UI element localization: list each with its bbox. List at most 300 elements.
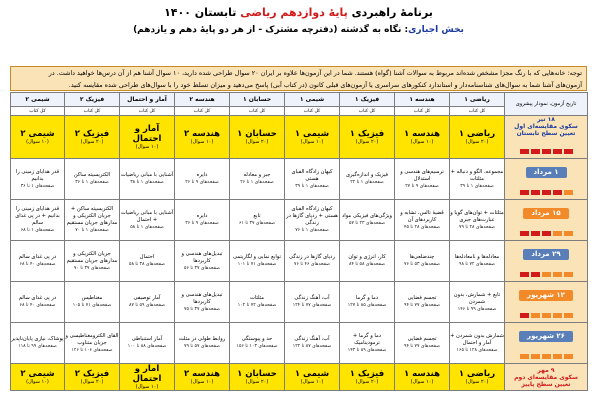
exam-date-label: ۲۹ مرداد	[523, 249, 568, 260]
progress-chip	[531, 190, 540, 195]
subject-name: فیزیک ۱	[349, 129, 385, 139]
progress-chip	[531, 272, 540, 277]
topic-title: تابع	[253, 213, 261, 219]
topic-cell	[65, 159, 120, 200]
question-count: (۲۰ سوال)	[465, 139, 489, 145]
column-header-label: آمار و احتمال	[127, 96, 167, 103]
progress-chip	[520, 313, 529, 318]
topic-pages: صفحه‌های ۱ تا ۷۰	[75, 228, 109, 233]
topic-cell	[230, 241, 285, 282]
progress-chip	[542, 149, 551, 154]
topic-cell	[65, 323, 120, 364]
progress-chips	[505, 262, 587, 281]
topic-pages: صفحه‌های ۱ تا ۳۸	[130, 180, 164, 185]
progress-chip	[564, 149, 573, 154]
subject-name: شیمی ۱	[294, 129, 330, 139]
subject-cell	[285, 116, 340, 159]
subject-name: هندسه ۱	[404, 129, 440, 139]
schedule-table	[10, 92, 588, 391]
column-subheader-label: کل کتاب	[29, 108, 46, 114]
topic-cell	[175, 282, 230, 323]
topic-title: آمار توصیفی	[133, 295, 161, 301]
progress-chip	[564, 272, 573, 277]
topic-pages: صفحه‌های ۱ تا ۳۶	[20, 183, 55, 189]
topic-pages: صفحه‌های ۵۳ تا ۷۶	[403, 262, 440, 267]
topic-cell	[120, 159, 175, 200]
column-subheader-label: کل کتاب	[413, 108, 431, 114]
topic-title: تبدیل‌های هندسی و کاربردها	[181, 250, 223, 264]
schedule-row	[11, 282, 588, 323]
topic-cell	[450, 159, 505, 200]
question-count: (۲۰ سوال)	[80, 379, 104, 385]
progress-chip	[531, 313, 540, 318]
subject-cell	[65, 116, 120, 159]
topic-cell	[340, 282, 395, 323]
subject-name: ریاضی ۱	[458, 129, 496, 139]
question-count: (۲۰ سوال)	[245, 379, 269, 385]
column-header	[340, 93, 395, 107]
topic-cell	[450, 241, 505, 282]
exam-date-label: ۱۵ مرداد	[523, 208, 568, 219]
topic-cell	[450, 200, 505, 241]
note-line-1: توجه: خانه‌هایی که با رنگ مجزا مشخص شده‌اند مربوط به سوالات آشنا (گواه) هستند. شما در این آزمون‌ها علاوه بر ایران ۲۰ سوال طراحی شده دارید، ۱۰ سوال آشنا هم از آن درس‌ها خواهید داشت. در	[48, 69, 582, 77]
topic-pages: صفحه‌های ۴۰ تا ۶۸	[19, 262, 56, 267]
column-subheader	[395, 107, 450, 116]
topic-cell	[120, 323, 175, 364]
column-subheader-label: کل کتاب	[138, 108, 156, 114]
topic-pages: صفحه‌های ۹ تا ۳۶	[185, 221, 219, 226]
topic-cell	[285, 282, 340, 323]
last-exam-date-stage: سکوی مقایسه‌ای دوم	[514, 373, 578, 381]
subject-name: شیمی ۱	[294, 369, 330, 379]
question-count: (۲۰ سوال)	[355, 139, 379, 145]
topic-pages: صفحه‌های ۳۸ تا ۵۸	[128, 262, 165, 267]
topic-pages: صفحه‌های ۴۰ تا ۶۸	[19, 303, 56, 308]
topic-title: تجسم فضایی	[407, 295, 437, 301]
column-header-label: شیمی ۲	[25, 96, 50, 103]
subject-name: هندسه ۲	[184, 369, 220, 379]
column-header-label: هندسه ۲	[189, 96, 215, 103]
topic-cell	[65, 200, 120, 241]
topic-title: جبر و معادله	[243, 172, 271, 178]
subject-cell	[340, 116, 395, 159]
exam-date-label: ۱۲ شهریور	[519, 290, 573, 301]
question-count: (۱۰ سوال)	[190, 139, 214, 145]
topic-cell	[11, 282, 65, 323]
topic-pages: صفحه‌های ۵۷ تا ۷۹	[183, 344, 220, 349]
question-count: (۲۰ سوال)	[80, 139, 104, 145]
question-count: (۲۰ سوال)	[355, 379, 379, 385]
date-column-header-label: تاریخ آزمون، نمودار پیشروی	[515, 100, 577, 107]
topic-cell	[175, 200, 230, 241]
topic-title: شمارش بدون شمردن + آمار و احتمال	[450, 332, 504, 346]
schedule-row	[11, 241, 588, 282]
topic-pages: صفحه‌های ۱ تا ۳۹	[460, 183, 494, 189]
schedule-row	[11, 323, 588, 364]
progress-chip	[531, 231, 540, 236]
column-header-label: فیزیک ۲	[79, 96, 105, 103]
topic-pages: صفحه‌های ۸۷ تا ۱۲۲	[292, 344, 332, 349]
subject-cell	[120, 116, 175, 159]
header-row	[11, 93, 588, 107]
topic-cell	[285, 159, 340, 200]
exam-date-label: ۲۶ شهریور	[519, 331, 573, 342]
topic-cell	[395, 323, 450, 364]
topic-title: کیهان زادگاه الفبای هستی	[291, 168, 333, 182]
section-subtitle	[0, 24, 597, 36]
schedule-row	[11, 159, 588, 200]
topic-cell	[395, 159, 450, 200]
question-count: (۱۰ سوال)	[300, 139, 324, 145]
column-subheader	[65, 107, 120, 116]
column-subheader	[285, 107, 340, 116]
progress-chip	[520, 149, 529, 154]
topic-cell	[395, 282, 450, 323]
topic-pages: صفحه‌های ۱ تا ۵۸	[130, 224, 164, 230]
column-subheader	[11, 107, 65, 116]
progress-chips	[505, 344, 587, 363]
question-count: (۱۰ سوال)	[26, 139, 49, 145]
header-sub-row	[11, 107, 588, 116]
question-count: (۱۰ سوال)	[190, 379, 214, 385]
column-subheader	[450, 107, 505, 116]
subject-cell	[395, 116, 450, 159]
column-header	[450, 93, 505, 107]
column-subheader-label: کل کتاب	[83, 108, 101, 114]
topic-pages: صفحه‌های ۱۰۶ تا ۱۲۶	[71, 347, 113, 353]
topic-pages: صفحه‌های ۱۲۸ تا ۱۶۵	[456, 347, 498, 353]
topic-title: روابط طولی در مثلث	[178, 336, 226, 342]
topic-pages: صفحه‌های ۱ تا ۳۹	[295, 183, 329, 189]
first-exam-date-level: تعیین سطح تابستان	[516, 130, 576, 137]
page-title	[0, 6, 597, 20]
topic-cell	[120, 200, 175, 241]
subject-name: ریاضی ۱	[458, 369, 496, 379]
column-subheader-label: کل کتاب	[303, 108, 321, 114]
column-header	[11, 93, 65, 107]
subject-cell	[285, 364, 340, 391]
column-header-label: هندسه ۱	[409, 96, 435, 103]
column-subheader	[175, 107, 230, 116]
progress-chip	[542, 190, 551, 195]
subject-name: شیمی ۲	[20, 129, 55, 139]
column-subheader-label: کل کتاب	[193, 108, 211, 114]
exam-date-cell[interactable]	[505, 200, 588, 241]
subject-name: فیزیک ۲	[74, 369, 110, 379]
topic-cell	[11, 159, 65, 200]
subject-name: فیزیک ۲	[74, 129, 110, 139]
subject-cell	[175, 364, 230, 391]
topic-pages: صفحه‌های ۳۷ تا ۵۶	[183, 265, 220, 271]
progress-chip	[553, 190, 562, 195]
topic-cell	[65, 282, 120, 323]
topic-title: پوشاک، نیازی پایان‌ناپذیر	[11, 336, 64, 342]
topic-pages: صفحه‌های ۳۷ تا ۷۵	[183, 306, 220, 312]
topic-cell	[65, 241, 120, 282]
topic-cell	[340, 200, 395, 241]
progress-chip	[520, 231, 529, 236]
topic-title: کیهان زادگاه الفبای هستی + ردپای گازها در زندگی	[286, 206, 338, 226]
first-exam-date-date: ۱۸ تیر	[537, 116, 555, 123]
column-header-label: فیزیک ۱	[354, 96, 380, 103]
progress-chip	[520, 272, 529, 277]
topic-pages: صفحه‌های ۵۸ تا ۸۴	[348, 262, 385, 267]
progress-chip	[564, 313, 573, 318]
subject-name: فیزیک ۱	[349, 369, 385, 379]
progress-chips	[505, 180, 587, 199]
topic-title: الکتریسیته ساکن + جریان الکتریکی و مدارهای جریان مستقیم	[66, 206, 118, 226]
subject-cell	[395, 364, 450, 391]
note-line-2: آزمون‌های آشنا شما به سوال‌های شناسنامه‌دار و استاندارد کنکورهای سراسری یا آزمون‌های قبلی کانون (در کتاب آبی) پاسخ می‌دهید و میزان تسلط خود را با سوال‌های طراحی شده مقایسه کنید.	[68, 81, 582, 89]
topic-cell	[340, 241, 395, 282]
column-header-label: حسابان ۱	[242, 96, 272, 103]
topic-pages: صفحه‌های ۷۷ تا ۱۲۴	[292, 303, 332, 308]
topic-pages: صفحه‌های ۵۹ تا ۸۷	[128, 303, 165, 308]
topic-pages: صفحه‌های ۳۷ تا ۶۱	[238, 221, 275, 226]
topic-pages: صفحه‌های ۸۵ تا ۱۲۷	[347, 303, 387, 308]
topic-title: قدر هدایای زمینی را بدانیم + در پی غذای سالم	[15, 206, 60, 226]
topic-title: الکتریسیته ساکن	[73, 172, 111, 178]
subtitle-label: بخش اجباری	[408, 25, 464, 35]
topic-cell	[395, 241, 450, 282]
question-count: (۱۰ سوال)	[410, 379, 434, 385]
progress-chip	[542, 313, 551, 318]
progress-chip	[542, 272, 551, 277]
column-header-label: ریاضی ۱	[464, 96, 490, 103]
column-header	[230, 93, 285, 107]
topic-pages: صفحه‌های ۱ تا ۲۲	[350, 180, 384, 185]
topic-title: ردپای گازها در زندگی	[289, 254, 335, 260]
topic-title: دایره	[196, 213, 208, 219]
topic-cell	[285, 241, 340, 282]
exam-date-cell[interactable]	[505, 323, 588, 364]
progress-chip	[553, 272, 562, 277]
topic-pages: صفحه‌های ۷۱ تا ۱۰۱	[237, 262, 277, 267]
topic-title: چندضلعی‌ها	[409, 254, 435, 260]
topic-title: مثلثات + توان‌های گویا و عبارت‌های جبری	[450, 209, 504, 223]
column-subheader-label: کل کتاب	[358, 108, 376, 114]
subject-cell	[450, 364, 505, 391]
progress-chip	[553, 313, 562, 318]
topic-title: آشنایی با مبانی ریاضیات	[120, 172, 174, 178]
subject-cell	[11, 116, 65, 159]
topic-title: آشنایی با مبانی ریاضیات + احتمال	[120, 209, 174, 223]
topic-cell	[395, 200, 450, 241]
topic-pages: صفحه‌های ۴۶ تا ۷۶	[293, 262, 330, 267]
column-header	[175, 93, 230, 107]
topic-cell	[285, 200, 340, 241]
title-part-2: پایهٔ دوازدهم ریاضی	[240, 6, 348, 19]
topic-pages: صفحه‌های ۹ تا ۲۷	[405, 183, 439, 189]
progress-chip	[553, 149, 562, 154]
topic-title: در پی غذای سالم	[18, 254, 57, 260]
subject-cell	[65, 364, 120, 391]
topic-title: کار، انرژی و توان	[348, 254, 386, 260]
topic-pages: صفحه‌های ۲۸ تا ۷۹	[458, 224, 495, 230]
column-subheader-label: کل کتاب	[248, 108, 266, 114]
topic-title: ویژگی‌های فیزیکی مواد	[341, 213, 393, 219]
progress-chip	[520, 190, 529, 195]
topic-cell	[120, 282, 175, 323]
question-count: (۲۰ سوال)	[465, 379, 489, 385]
topic-title: مجموعه، الگو و دنباله + مثلثات	[450, 168, 504, 182]
subject-cell	[175, 116, 230, 159]
topic-title: القای الکترومغناطیسی و جریان متناوب	[65, 332, 119, 346]
column-header	[120, 93, 175, 107]
question-count: (۲۰ سوال)	[245, 139, 269, 145]
progress-chip	[564, 190, 573, 195]
first-exam-date-stage: سکوی مقایسه‌ای اول	[514, 123, 578, 130]
subject-cell	[450, 116, 505, 159]
topic-pages: صفحه‌های ۷۷ تا ۹۴	[403, 344, 440, 349]
title-part-3: تابستان ۱۴۰۰	[164, 6, 241, 19]
topic-title: توابع نمایی و لگاریتمی	[233, 254, 281, 260]
last-exam-date-date: ۹ مهر	[537, 366, 555, 374]
subject-name: آمار و احتمال	[132, 364, 162, 384]
topic-pages: صفحه‌های ۸۹ تا ۱۴۳	[347, 347, 387, 353]
question-count: (۱۰ سوال)	[135, 384, 159, 390]
progress-chips	[505, 221, 587, 240]
topic-cell	[450, 282, 505, 323]
yellow_top-row	[11, 116, 588, 159]
topic-title: قضیهٔ تالس، تشابه و کاربردهای آن	[400, 209, 444, 223]
subject-name: حسابان ۱	[237, 369, 277, 379]
question-count: (۱۰ سوال)	[300, 379, 324, 385]
column-header	[285, 93, 340, 107]
progress-chip	[531, 149, 540, 154]
subject-cell	[340, 364, 395, 391]
topic-title: معادله‌ها و نامعادله‌ها	[454, 254, 500, 260]
progress-chip	[553, 231, 562, 236]
topic-pages: صفحه‌های ۲۳ تا ۵۷	[348, 221, 385, 226]
exam-date-cell[interactable]	[505, 241, 588, 282]
topic-title: مثلثات	[249, 295, 265, 301]
topic-cell	[340, 323, 395, 364]
progress-chip	[564, 231, 573, 236]
date-column-header	[505, 93, 588, 116]
topic-cell	[230, 282, 285, 323]
topic-pages: صفحه‌های ۲۸ تا ۴۵	[403, 224, 440, 230]
topic-title: حد و پیوستگی	[241, 336, 273, 342]
topic-pages: صفحه‌های ۷۱ تا ۱۰۵	[72, 303, 112, 308]
note-box	[10, 66, 587, 91]
first-exam-date[interactable]	[505, 116, 588, 159]
topic-pages: صفحه‌های ۱ تا ۳۶	[75, 180, 109, 185]
topic-title: آمار استنباطی	[131, 336, 163, 342]
progress-chips	[505, 139, 587, 158]
topic-cell	[230, 159, 285, 200]
question-count: (۱۰ سوال)	[135, 144, 159, 150]
progress-chip	[520, 354, 529, 359]
title-part-1: برنامهٔ راهبردی	[347, 6, 433, 19]
progress-chip	[542, 231, 551, 236]
progress-chip	[564, 354, 573, 359]
topic-cell	[175, 159, 230, 200]
yellow_bottom-row	[11, 364, 588, 391]
progress-chip	[542, 354, 551, 359]
subject-cell	[230, 364, 285, 391]
topic-title: دما و گرما + ترمودینامیک	[352, 332, 382, 346]
topic-pages: صفحه‌های ۱ تا ۲۶	[240, 180, 274, 185]
last-exam-date[interactable]	[505, 364, 588, 391]
column-header	[395, 93, 450, 107]
column-header-label: شیمی ۱	[299, 96, 325, 103]
topic-title: احتمال	[139, 254, 155, 260]
topic-title: در پی غذای سالم	[18, 295, 57, 301]
subject-cell	[11, 364, 65, 391]
column-header	[65, 93, 120, 107]
last-exam-date-level: تعیین سطح پاییز	[521, 380, 571, 388]
column-subheader-label: کل کتاب	[468, 108, 486, 114]
topic-pages: صفحه‌های ۹۹ تا ۱۴۶	[457, 306, 497, 312]
subject-cell	[230, 116, 285, 159]
topic-title: دایره	[196, 172, 208, 178]
exam-date-cell[interactable]	[505, 282, 588, 323]
topic-cell	[285, 323, 340, 364]
topic-cell	[175, 323, 230, 364]
topic-title: آب، آهنگ زندگی	[294, 295, 330, 301]
topic-pages: صفحه‌های ۹ تا ۲۶	[185, 180, 219, 185]
topic-cell	[230, 200, 285, 241]
topic-cell	[230, 323, 285, 364]
topic-pages: صفحه‌های ۷۲ تا ۱۰۲	[237, 303, 277, 308]
topic-pages: صفحه‌های ۷۲ تا ۹۸	[458, 262, 495, 267]
topic-title: آب، آهنگ زندگی	[294, 336, 330, 342]
topic-title: دما و گرما	[355, 295, 379, 301]
subtitle-text: : نگاه به گذشته (دفترچه مشترک - از هر دو پایهٔ دهم و یازدهم)	[133, 25, 409, 35]
question-count: (۱۰ سوال)	[410, 139, 434, 145]
subject-name: شیمی ۲	[20, 369, 55, 379]
topic-cell	[450, 323, 505, 364]
progress-chip	[531, 354, 540, 359]
topic-pages: صفحه‌های ۱ تا ۶۸	[20, 228, 55, 233]
schedule-row	[11, 200, 588, 241]
progress-chips	[505, 303, 587, 322]
topic-title: تابع + شمارش، بدون شمردن	[453, 291, 501, 305]
column-subheader	[340, 107, 395, 116]
topic-pages: صفحه‌های ۸۸ تا ۱۰۰	[127, 344, 167, 349]
subject-cell	[120, 364, 175, 391]
progress-chip	[553, 354, 562, 359]
topic-title: ترسیم‌های هندسی و استدلال	[400, 168, 444, 182]
topic-pages: صفحه‌های ۱ تا ۷۶	[295, 228, 329, 233]
topic-title: فیزیک و اندازه‌گیری	[345, 172, 389, 178]
topic-pages: صفحه‌های ۹۹ تا ۱۱۸	[18, 344, 57, 349]
column-subheader	[120, 107, 175, 116]
topic-title: تبدیل‌های هندسی و کاربردها	[181, 291, 223, 305]
topic-title: قدر هدایای زمینی را بدانیم	[15, 168, 60, 182]
column-subheader	[230, 107, 285, 116]
subject-name: هندسه ۱	[404, 369, 440, 379]
topic-cell	[340, 159, 395, 200]
topic-cell	[11, 200, 65, 241]
subject-name: آمار و احتمال	[132, 124, 162, 144]
subject-name: حسابان ۱	[237, 129, 277, 139]
topic-pages: صفحه‌های ۷۷ تا ۹۴	[403, 303, 440, 308]
topic-pages: صفحه‌های ۳۷ تا ۷۰	[73, 265, 110, 271]
topic-cell	[120, 241, 175, 282]
topic-cell	[11, 241, 65, 282]
topic-pages: صفحه‌های ۱۰۳ تا ۱۵۶	[236, 344, 278, 349]
topic-title: جریان الکتریکی و مدارهای جریان مستقیم	[66, 250, 118, 264]
topic-title: مغناطیس	[81, 295, 103, 301]
topic-cell	[11, 323, 65, 364]
topic-cell	[175, 241, 230, 282]
exam-date-label: ۱ مرداد	[526, 167, 567, 178]
exam-date-cell[interactable]	[505, 159, 588, 200]
question-count: (۱۰ سوال)	[26, 379, 49, 385]
subject-name: هندسه ۲	[184, 129, 220, 139]
